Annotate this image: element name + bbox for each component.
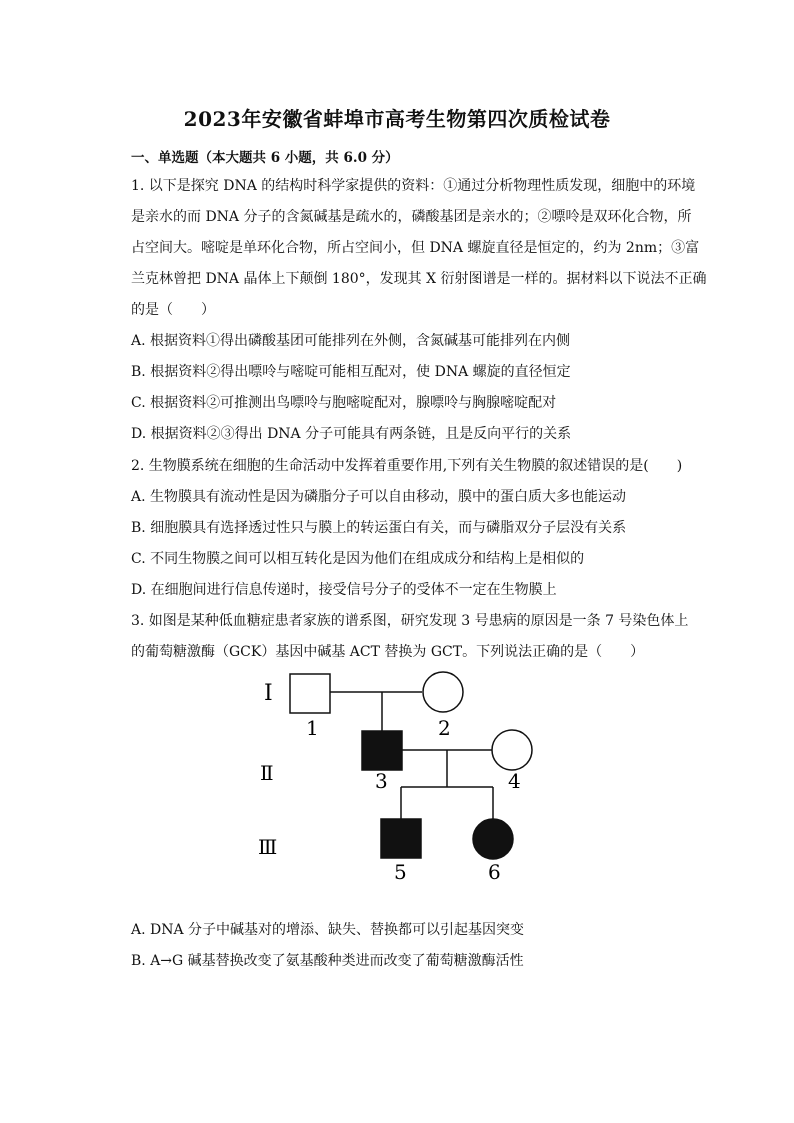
individual-4-female (492, 730, 532, 770)
q3-option-b: B. A→G 碱基替换改变了氨基酸种类进而改变了葡萄糖激酶活性 (131, 953, 524, 969)
q1-option-a: A. 根据资料①得出磷酸基团可能排列在外侧，含氮碱基可能排列在内侧 (131, 333, 571, 349)
generation-label-2: Ⅱ (260, 761, 274, 785)
individual-label-2: 2 (438, 716, 451, 740)
individual-label-6: 6 (488, 860, 501, 884)
individual-2-female (423, 672, 463, 712)
q1-line-2: 是亲水的而 DNA 分子的含氮碱基是疏水的，磷酸基团是亲水的；②嘌呤是双环化合物，所 (131, 209, 692, 225)
individual-1-male (290, 674, 330, 713)
individual-5-affected-male (381, 819, 421, 858)
q3-line-2: 的葡萄糖激酶（GCK）基因中碱基 ACT 替换为 GCT。下列说法正确的是（ ） (131, 644, 645, 660)
individual-label-1: 1 (306, 716, 319, 740)
q3-option-a: A. DNA 分子中碱基对的增添、缺失、替换都可以引起基因突变 (131, 922, 525, 938)
q3-line-1: 3. 如图是某种低血糖症患者家族的谱系图，研究发现 3 号患病的原因是一条 7 号染色体上 (131, 613, 689, 629)
individual-6-affected-female (473, 819, 513, 859)
generation-label-1: I (264, 681, 273, 706)
q1-option-c: C. 根据资料②可推测出鸟嘌呤与胞嘧啶配对，腺嘌呤与胸腺嘧啶配对 (131, 395, 557, 411)
q2-option-a: A. 生物膜具有流动性是因为磷脂分子可以自由移动，膜中的蛋白质大多也能运动 (131, 489, 627, 505)
pedigree-figure (250, 662, 550, 892)
individual-label-3: 3 (375, 769, 388, 793)
q2-option-d: D. 在细胞间进行信息传递时，接受信号分子的受体不一定在生物膜上 (131, 582, 557, 598)
q1-line-5: 的是（ ） (131, 302, 215, 318)
q2-option-c: C. 不同生物膜之间可以相互转化是因为他们在组成成分和结构上是相似的 (131, 551, 585, 567)
page-title: 2023年安徽省蚌埠市高考生物第四次质检试卷 (183, 107, 611, 131)
individual-3-affected-male (362, 731, 402, 770)
individual-label-5: 5 (394, 860, 407, 884)
q1-option-b: B. 根据资料②得出嘌呤与嘧啶可能相互配对，使 DNA 螺旋的直径恒定 (131, 364, 571, 380)
q2-line-1: 2. 生物膜系统在细胞的生命活动中发挥着重要作用,下列有关生物膜的叙述错误的是( ) (131, 458, 683, 474)
q1-line-3: 占空间大。嘧啶是单环化合物，所占空间小，但 DNA 螺旋直径是恒定的，约为 2nm；③富 (131, 240, 700, 256)
q1-line-1: 1. 以下是探究 DNA 的结构时科学家提供的资料：①通过分析物理性质发现，细胞中的环境 (131, 178, 696, 194)
generation-label-3: Ⅲ (258, 835, 278, 859)
q1-line-4: 兰克林曾把 DNA 晶体上下颠倒 180°，发现其 X 衍射图谱是一样的。据材料以下说法不正确 (131, 271, 707, 287)
q1-option-d: D. 根据资料②③得出 DNA 分子可能具有两条链，且是反向平行的关系 (131, 426, 572, 442)
q2-option-b: B. 细胞膜具有选择透过性只与膜上的转运蛋白有关，而与磷脂双分子层没有关系 (131, 520, 627, 536)
section-heading: 一、单选题（本大题共 6 小题，共 6.0 分） (131, 150, 399, 166)
individual-label-4: 4 (508, 769, 521, 793)
